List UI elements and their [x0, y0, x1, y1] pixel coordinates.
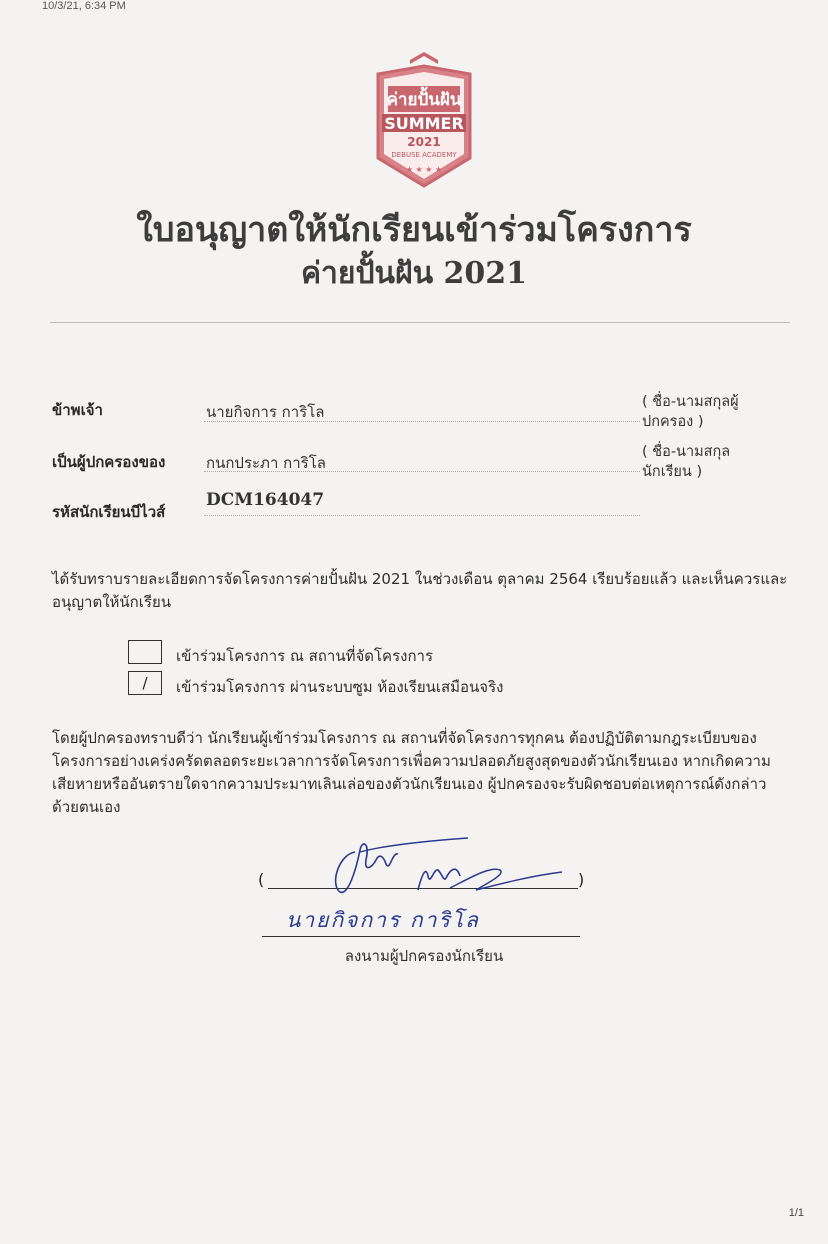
document-title: ใบอนุญาตให้นักเรียนเข้าร่วมโครงการ	[136, 210, 692, 250]
handwritten-signature	[300, 830, 570, 910]
student-name: กนกประภา การิโล	[206, 454, 326, 472]
signature-printed-name: นายกิจการ การิโล	[286, 908, 480, 932]
camp-logo-badge	[370, 46, 478, 192]
svg-text:2021: 2021	[407, 135, 441, 149]
option-zoom-label: เข้าร่วมโครงการ ผ่านระบบซูม ห้องเรียนเสมือนจริง	[176, 678, 504, 696]
guardian-name: นายกิจการ การิโล	[206, 403, 325, 421]
svg-text:SUMMER: SUMMER	[384, 114, 464, 133]
print-timestamp: 10/3/21, 6:34 PM	[42, 0, 126, 12]
guardian-name-line	[204, 421, 640, 422]
title-divider	[50, 322, 790, 323]
camp-logo	[370, 46, 478, 192]
option-onsite-checkbox[interactable]	[128, 640, 162, 664]
signature-caption: ลงนามผู้ปกครองนักเรียน	[344, 947, 504, 965]
document-subtitle: ค่ายปั้นฝัน 2021	[300, 256, 528, 291]
option-onsite-label: เข้าร่วมโครงการ ณ สถานที่จัดโครงการ	[176, 647, 434, 665]
student-name-line	[204, 471, 640, 472]
page-number: 1/1	[788, 1207, 804, 1219]
option-zoom-checkbox[interactable]: /	[128, 671, 162, 695]
printed-name-line	[262, 936, 580, 937]
student-label: เป็นผู้ปกครองของ	[52, 453, 166, 471]
student-id-line	[204, 515, 640, 516]
guardian-label: ข้าพเจ้า	[52, 401, 103, 419]
student-name-note: ( ชื่อ-นามสกุลนักเรียน )	[642, 444, 731, 480]
student-id-label: รหัสนักเรียนบีไวส์	[52, 503, 166, 521]
acknowledgement-text: ได้รับทราบรายละเอียดการจัดโครงการค่ายปั้นฝัน 2021 ในช่วงเดือน ตุลาคม 2564 เรียบร้อยแล้ว และเห็นควรและอนุญาตให้นักเรียน	[52, 570, 788, 611]
svg-text:ค่ายปั้นฝัน: ค่ายปั้นฝัน	[386, 90, 462, 110]
svg-text:★ ★ ★ ★: ★ ★ ★ ★	[405, 165, 443, 174]
student-id-value: DCM164047	[206, 490, 325, 510]
guardian-name-note: ( ชื่อ-นามสกุลผู้ปกครอง )	[642, 394, 739, 430]
terms-paragraph: โดยผู้ปกครองทราบดีว่า นักเรียนผู้เข้าร่วมโครงการ ณ สถานที่จัดโครงการทุกคน ต้องปฏิบัติตามกฎระเบียบของโครงการอย่างเคร่งครัดตลอดระยะเวลาการจัดโครงการเพื่อความปลอดภัยสูงสุดของตัวนักเรียนเอง หากเกิดความเสียหายหรืออันตรายใดจากความประมาทเลินเล่อของตัวนักเรียนเอง ผู้ปกครองจะรับผิดชอบต่อเหตุการณ์ดังกล่าวด้วยตนเอง	[52, 729, 771, 816]
svg-text:DEBUSE ACADEMY: DEBUSE ACADEMY	[391, 151, 457, 159]
signature-close-paren: )	[578, 870, 585, 889]
signature-open-paren: (	[258, 870, 265, 889]
